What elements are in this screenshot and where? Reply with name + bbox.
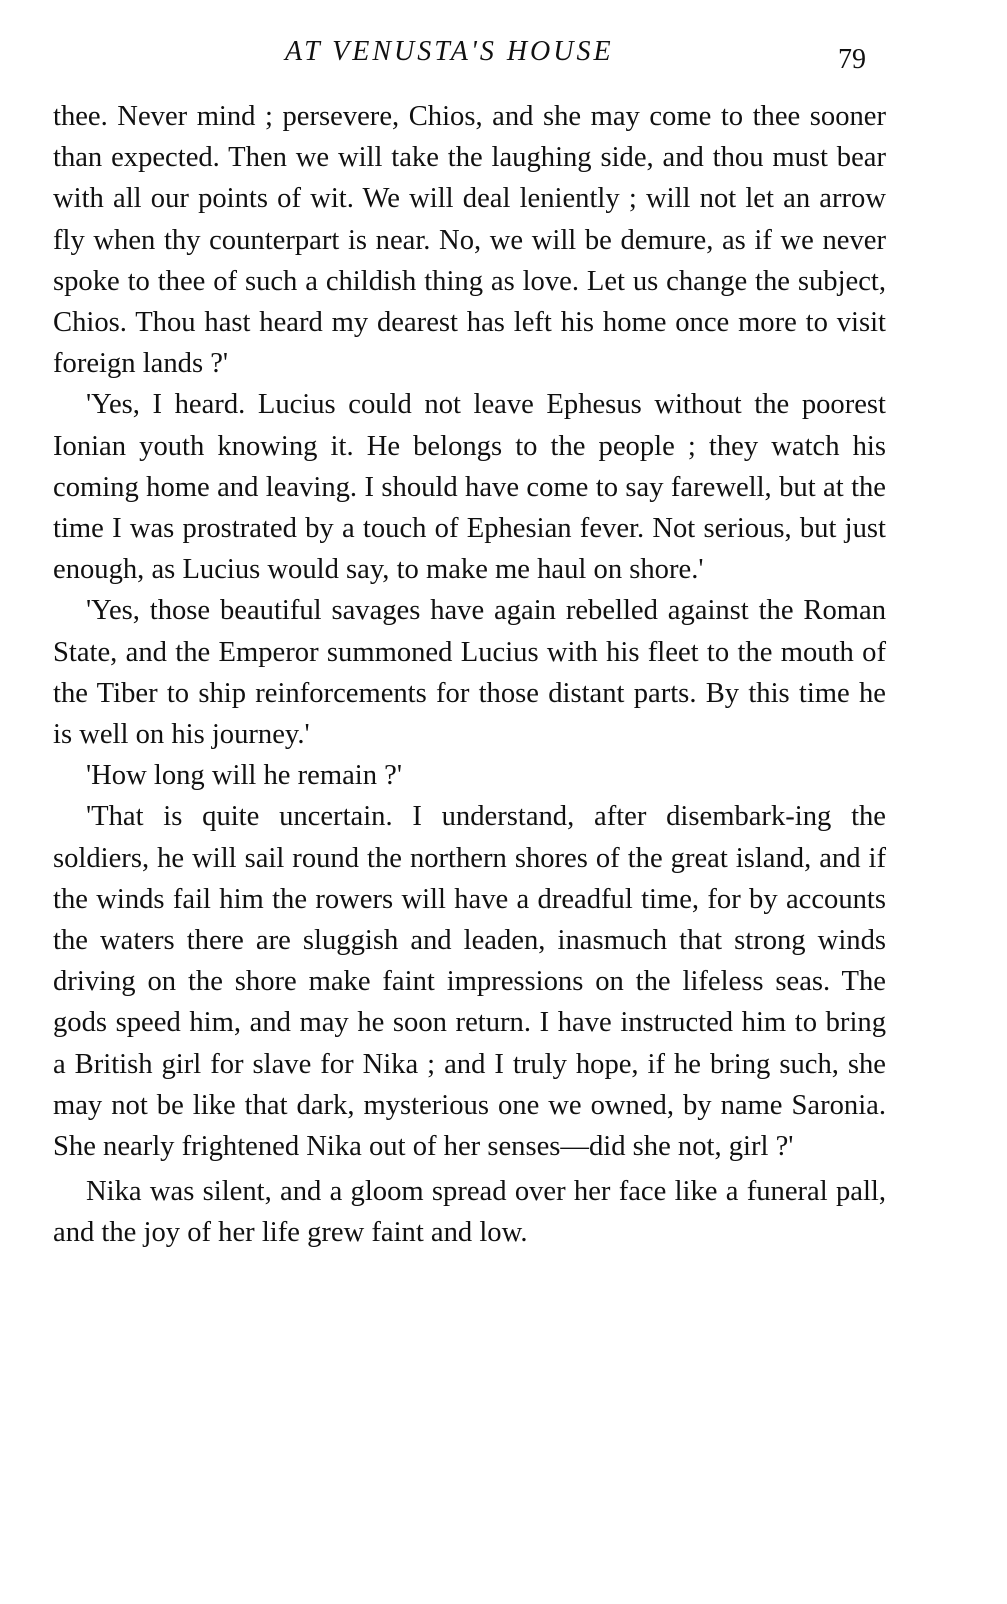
paragraph-5: 'That is quite uncertain. I understand, after disembark-ing the soldiers, he will sail round the northern shores of the great island, and if the winds fail him the rowers will have a dreadful time, for by accounts the waters there are sluggish and leaden, inasmuch that strong winds driving on the shore make faint impressions on the lifeless seas. The gods speed him, and may he soon return. I have instructed him to bring a British girl for slave for Nika ; and I truly hope, if he bring such, she may not be like that dark, mysterious one we owned, by name Saronia. She nearly frightened Nika out of her senses—did she not, girl ?' <box>53 801 886 1163</box>
running-head <box>0 36 1007 80</box>
paragraph-4: 'How long will he remain ?' <box>86 760 403 792</box>
body-text <box>53 96 886 1254</box>
paragraph-3: 'Yes, those beautiful savages have again rebelled against the Roman State, and the Emperor summoned Lucius with his fleet to the mouth of the Tiber to ship reinforcements for those distant parts. By this time he is well on his journey.' <box>53 595 886 751</box>
paragraph-2: 'Yes, I heard. Lucius could not leave Ephesus without the poorest Ionian youth knowing it. He belongs to the people ; they watch his coming home and leaving. I should have come to say farewell, but at the time I was prostrated by a touch of Ephesian fever. Not serious, but just enough, as Lucius would say, to make me haul on shore.' <box>53 389 886 586</box>
paragraph-6: Nika was silent, and a gloom spread over her face like a funeral pall, and the joy of her life grew faint and low. <box>53 1176 886 1249</box>
paragraph-1: thee. Never mind ; persevere, Chios, and she may come to thee sooner than expected. Then we will take the laughing side, and thou must bear with all our points of wit. We will deal leniently ; will not let an arrow fly when thy counterpart is near. No, we will be demure, as if we never spoke to thee of such a childish thing as love. Let us change the subject, Chios. Thou hast heard my dearest has left his home once more to visit foreign lands ?' <box>53 101 886 380</box>
page-number: 79 <box>838 44 866 75</box>
running-title: AT VENUSTA'S HOUSE <box>285 36 614 67</box>
